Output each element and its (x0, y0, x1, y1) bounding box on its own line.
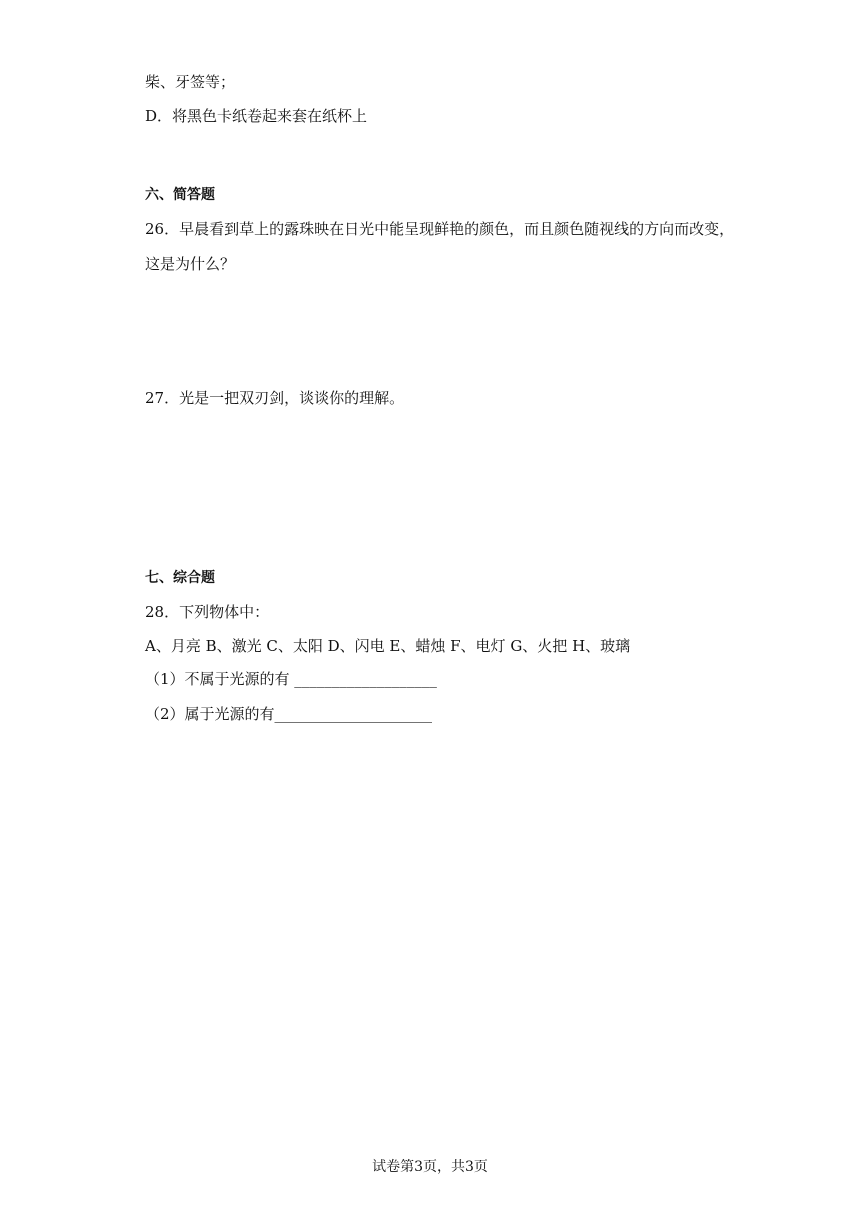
section-7-heading: 七、综合题 (145, 570, 215, 586)
question-28-options: A、月亮 B、激光 C、太阳 D、闪电 E、蜡烛 F、电灯 G、火把 H、玻璃 (145, 637, 631, 655)
question-28-part-1: （1）不属于光源的有 ___________________ (145, 670, 437, 688)
page-footer: 试卷第3页，共3页 (372, 1159, 488, 1175)
question-28-part-2: （2）属于光源的有_____________________ (145, 705, 433, 723)
question-26-line-2: 这是为什么？ (145, 255, 236, 273)
question-26-line-1: 26．早晨看到草上的露珠映在日光中能呈现鲜艳的颜色，而且颜色随视线的方向而改变， (145, 220, 735, 238)
continuation-line-1: 柴、牙签等； (145, 73, 236, 91)
option-d-text: D．将黑色卡纸卷起来套在纸杯上 (145, 107, 368, 125)
question-27: 27．光是一把双刃剑，谈谈你的理解。 (145, 389, 405, 407)
question-28-stem: 28．下列物体中： (145, 603, 270, 621)
section-6-heading: 六、简答题 (145, 187, 215, 203)
